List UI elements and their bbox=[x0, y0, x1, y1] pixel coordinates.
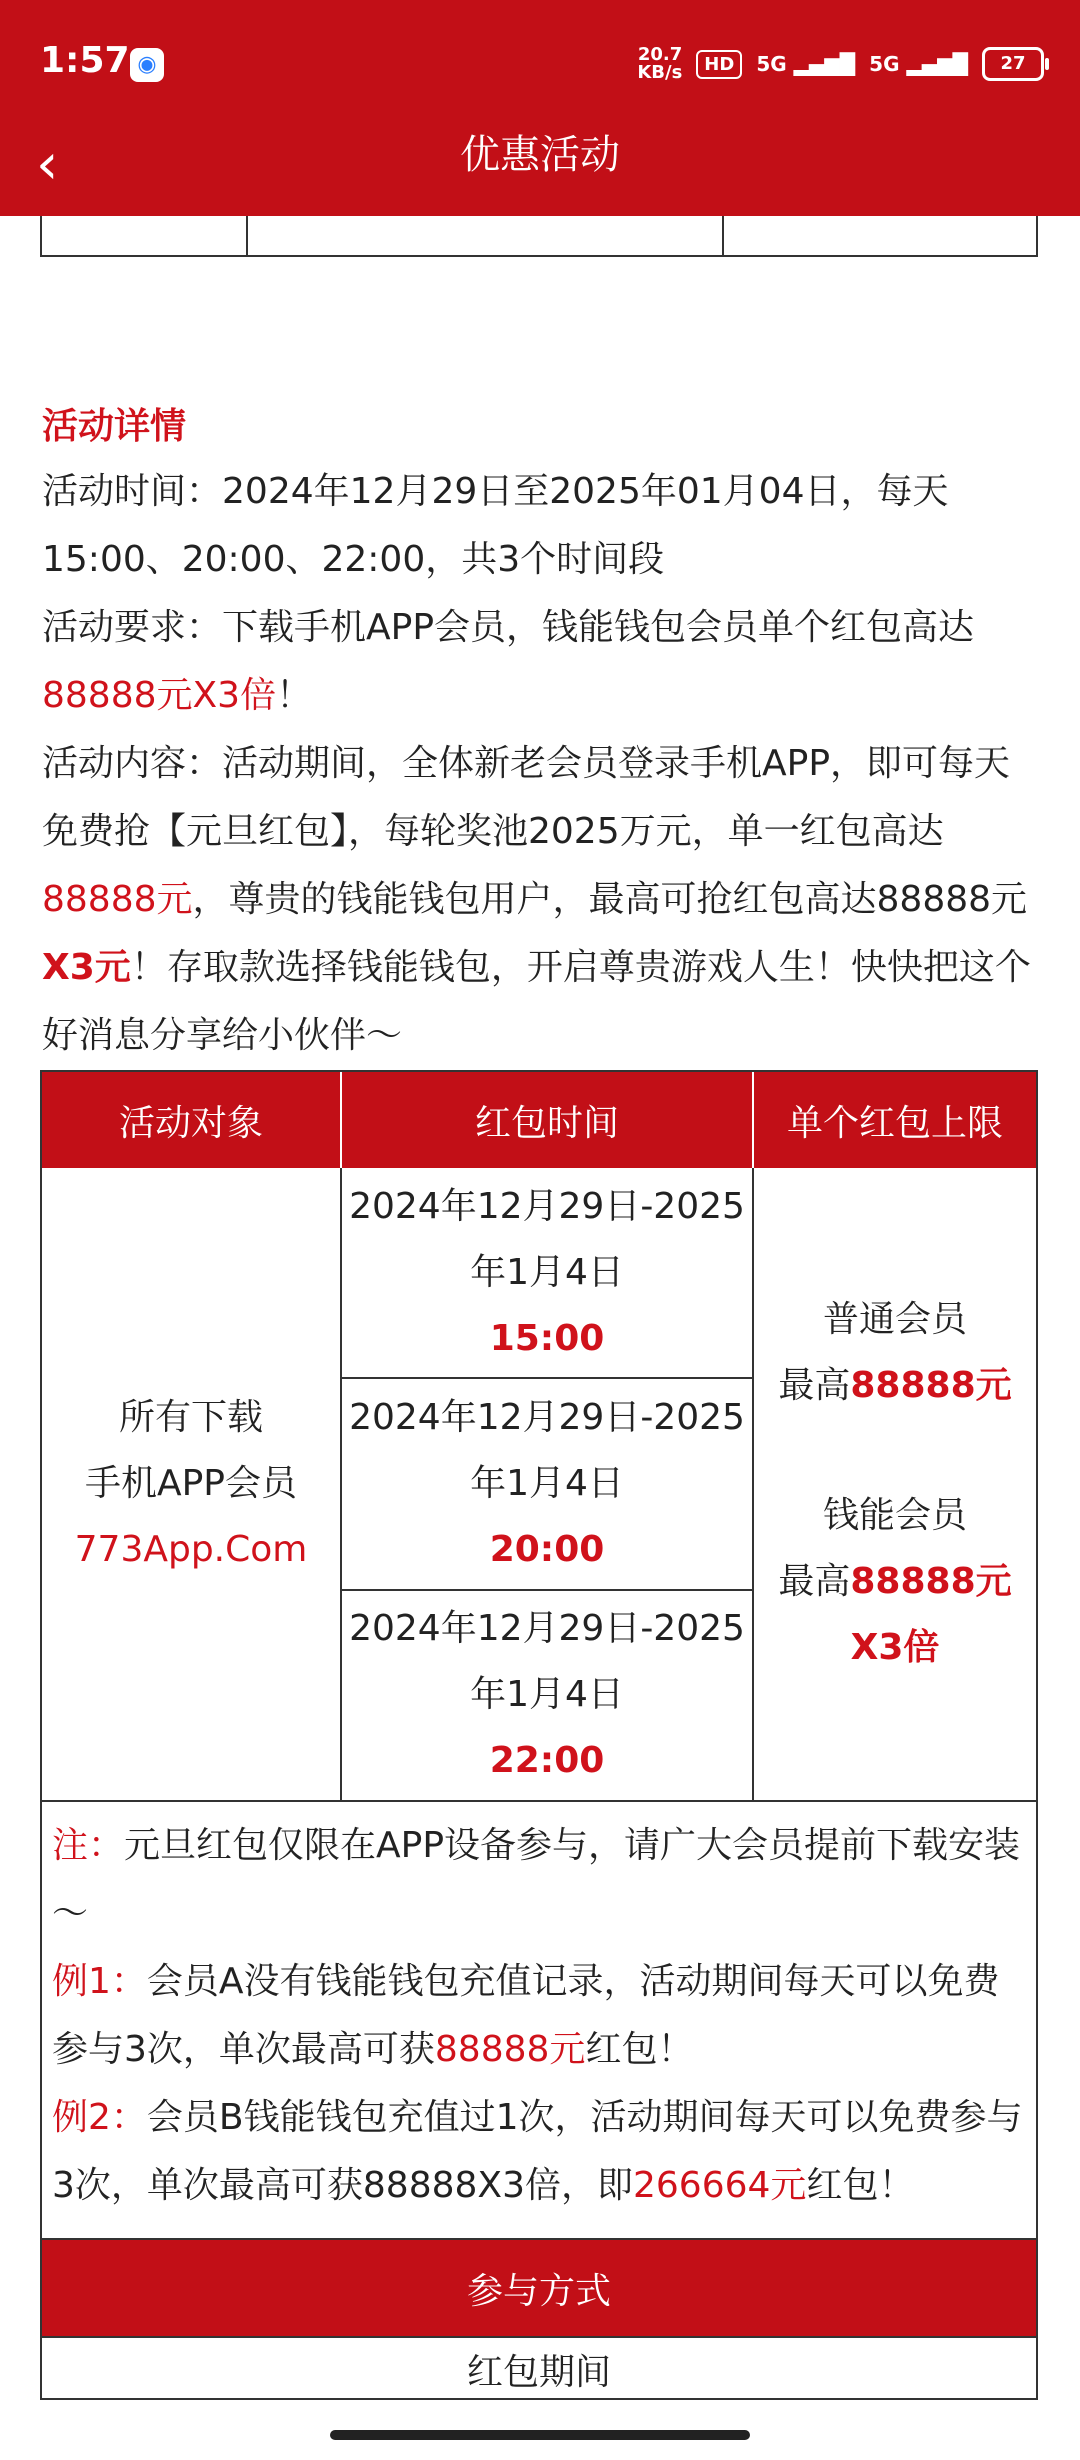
previous-table-row bbox=[40, 210, 1038, 257]
join-method-header: 参与方式 bbox=[42, 2238, 1036, 2336]
header-time: 红包时间 bbox=[342, 1072, 754, 1168]
prev-cell-3 bbox=[724, 210, 1036, 255]
net-speed: 20.7 KB/s bbox=[637, 44, 683, 83]
target-cell: 所有下载 手机APP会员 773App.Com bbox=[42, 1168, 342, 1800]
time-column bbox=[342, 1168, 754, 1800]
time-slot: 2024年12月29日-2025年1月4日 20:00 bbox=[342, 1379, 752, 1590]
example-2: 例2：会员B钱能钱包充值过1次，活动期间每天可以免费参与3次，单次最高可获88888X3倍，即266664元红包！ bbox=[52, 2097, 1023, 2206]
activity-details bbox=[42, 458, 1042, 1070]
time-slot: 2024年12月29日-2025年1月4日 22:00 bbox=[349, 1608, 745, 1782]
chevron-left-icon: ‹ bbox=[36, 132, 59, 197]
time-slot: 2024年12月29日-2025年1月4日 15:00 bbox=[342, 1168, 752, 1379]
signal-icon-2: 5G ▂▄▆█ bbox=[869, 52, 968, 76]
example-1: 例1：会员A没有钱能钱包充值记录，活动期间每天可以免费参与3次，单次最高可获88888元红包！ bbox=[52, 1961, 1000, 2070]
app-link[interactable]: 773App.Com bbox=[74, 1529, 308, 1570]
activity-content: 活动内容：活动期间，全体新老会员登录手机APP，即可每天免费抢【元旦红包】，每轮奖池2025万元，单一红包高达88888元，尊贵的钱能钱包用户，最高可抢红包高达88888元X3元！存取款选择钱能钱包，开启尊贵游戏人生！快快把这个好消息分享给小伙伴～ bbox=[42, 743, 1031, 1056]
note: 注：元旦红包仅限在APP设备参与，请广大会员提前下载安装～ bbox=[52, 1825, 1021, 1934]
status-time: 1:57 bbox=[40, 40, 130, 81]
hd-icon: HD bbox=[696, 50, 742, 79]
table-header bbox=[42, 1072, 1036, 1168]
prev-cell-1 bbox=[42, 210, 248, 255]
status-right-group bbox=[637, 46, 1044, 82]
status-bar bbox=[0, 0, 1080, 135]
prev-cell-2 bbox=[248, 210, 724, 255]
activity-requirement: 活动要求：下载手机APP会员，钱能钱包会员单个红包高达88888元X3倍！ bbox=[42, 607, 975, 716]
notification-app-icon: ◉ bbox=[130, 48, 164, 82]
battery-icon: 27 bbox=[982, 47, 1044, 81]
activity-time: 活动时间：2024年12月29日至2025年01月04日，每天15:00、20:00、22:00，共3个时间段 bbox=[42, 471, 949, 580]
notes bbox=[42, 1800, 1036, 2238]
app-bar bbox=[0, 0, 1080, 216]
back-button[interactable] bbox=[36, 132, 96, 205]
header-target: 活动对象 bbox=[42, 1072, 342, 1168]
signal-icon: 5G ▂▄▆█ bbox=[756, 52, 856, 76]
page-title: 优惠活动 bbox=[460, 132, 620, 178]
limit-cell: 普通会员 最高88888元 钱能会员 最高88888元 X3倍 bbox=[778, 1299, 1012, 1668]
section-title: 活动详情 bbox=[42, 406, 187, 447]
join-row: 红包期间 bbox=[42, 2336, 1036, 2398]
header-limit: 单个红包上限 bbox=[786, 1102, 1003, 1144]
title-row bbox=[0, 132, 1080, 216]
home-indicator[interactable] bbox=[330, 2430, 750, 2440]
reward-table bbox=[40, 1070, 1038, 2400]
table-body bbox=[42, 1168, 1036, 1800]
